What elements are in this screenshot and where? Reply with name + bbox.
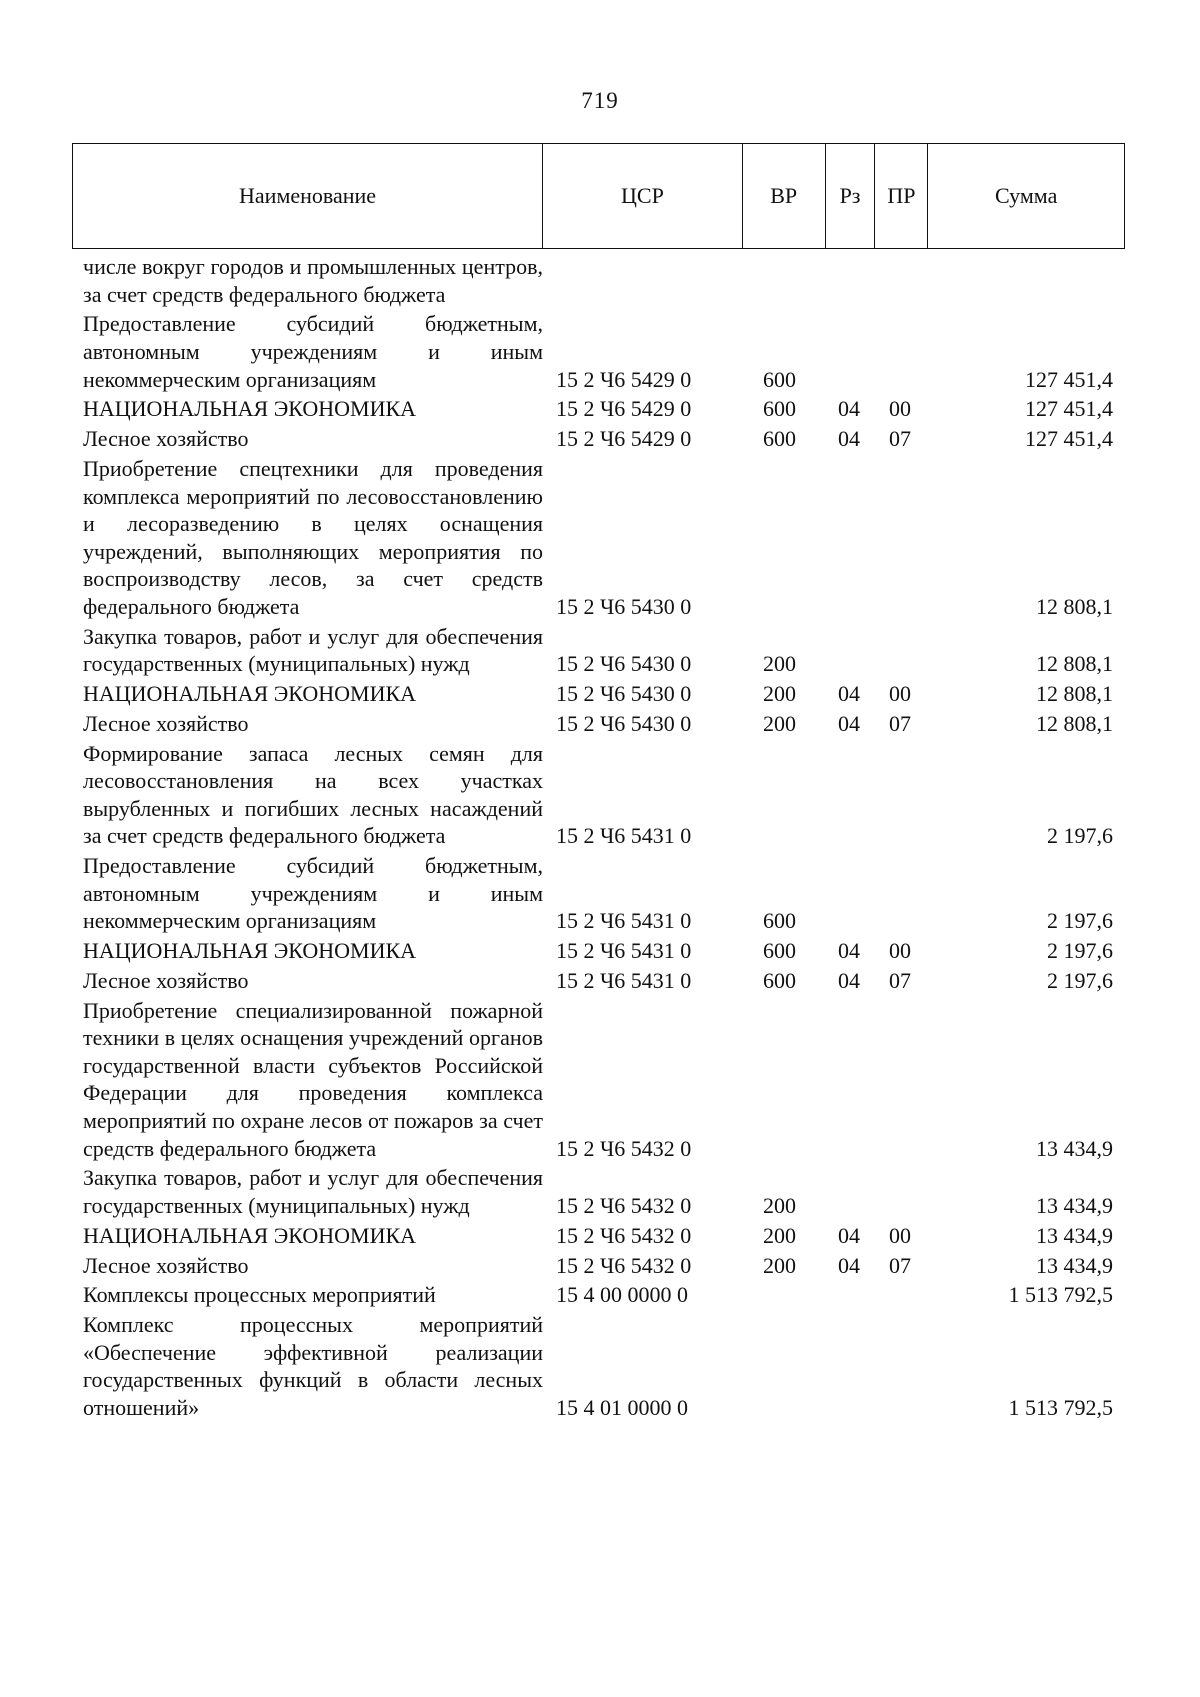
- cell-name: НАЦИОНАЛЬНАЯ ЭКОНОМИКА: [83, 681, 417, 707]
- cell-name: Лесное хозяйство: [83, 1252, 249, 1278]
- cell-pr: 00: [889, 1222, 911, 1248]
- cell-csr: 15 2 Ч6 5431 0: [556, 908, 692, 934]
- cell-sum: 12 808,1: [1036, 710, 1113, 736]
- cell-vr: 600: [763, 908, 796, 934]
- header-sum: Сумма: [995, 183, 1058, 208]
- table-row: [72, 310, 1125, 393]
- cell-rz: 04: [838, 710, 860, 736]
- cell-csr: 15 2 Ч6 5432 0: [556, 1193, 692, 1219]
- cell-csr: 15 4 00 0000 0: [556, 1282, 688, 1308]
- cell-name: Лесное хозяйство: [83, 426, 249, 452]
- cell-name: числе вокруг городов и промышленных центров, за счет средств федерального бюджета: [83, 254, 543, 307]
- cell-name: Закупка товаров, работ и услуг для обеспечения государственных (муниципальных) нужд: [83, 623, 543, 677]
- table-row: [72, 967, 1125, 995]
- cell-sum: 1 513 792,5: [1008, 1282, 1113, 1308]
- table-row: [72, 455, 1125, 621]
- cell-rz: 04: [838, 681, 860, 707]
- cell-name: Формирование запаса лесных семян для лесовосстановления на всех участках вырубленных и погибших лесных насаждений за счет средств федерального бюджета: [83, 740, 543, 849]
- cell-rz: 04: [838, 1222, 860, 1248]
- cell-name: НАЦИОНАЛЬНАЯ ЭКОНОМИКА: [83, 938, 417, 964]
- cell-csr: 15 2 Ч6 5430 0: [556, 651, 692, 677]
- cell-vr: 600: [763, 426, 796, 452]
- cell-pr: 07: [889, 426, 911, 452]
- table-row: [72, 710, 1125, 738]
- cell-name: Предоставление субсидий бюджетным, автономным учреждениям и иным некоммерческим организациям: [83, 311, 543, 392]
- cell-sum: 127 451,4: [1025, 426, 1113, 452]
- cell-sum: 127 451,4: [1025, 396, 1113, 422]
- cell-rz: 04: [838, 938, 860, 964]
- cell-name: Приобретение специализированной пожарной техники в целях оснащения учреждений органов государственной власти субъектов Российской Федерации для проведения комплекса мероприятий по охране лесов от пожаров за счет средств федерального бюджета: [83, 997, 543, 1161]
- cell-csr: 15 2 Ч6 5432 0: [556, 1222, 692, 1248]
- cell-vr: 200: [763, 1252, 796, 1278]
- table-row: [72, 997, 1125, 1163]
- table-row: [72, 1252, 1125, 1280]
- cell-sum: 2 197,6: [1047, 908, 1113, 934]
- cell-sum: 2 197,6: [1047, 823, 1113, 849]
- table-row: [72, 680, 1125, 708]
- table-row: [72, 852, 1125, 935]
- cell-vr: 200: [763, 681, 796, 707]
- table-row: [72, 740, 1125, 850]
- cell-csr: 15 2 Ч6 5429 0: [556, 366, 692, 392]
- table-body: [72, 253, 1125, 1424]
- table-row: [72, 253, 1125, 308]
- cell-csr: 15 2 Ч6 5432 0: [556, 1252, 692, 1278]
- header-csr: ЦСР: [543, 144, 743, 248]
- table-row: [72, 1311, 1125, 1421]
- cell-vr: 600: [763, 366, 796, 392]
- cell-sum: 12 808,1: [1036, 681, 1113, 707]
- cell-vr: 600: [763, 396, 796, 422]
- cell-csr: 15 2 Ч6 5431 0: [556, 967, 692, 993]
- cell-vr: 200: [763, 1193, 796, 1219]
- cell-name: Закупка товаров, работ и услуг для обеспечения государственных (муниципальных) нужд: [83, 1165, 543, 1219]
- cell-sum: 13 434,9: [1036, 1252, 1113, 1278]
- cell-rz: 04: [838, 1252, 860, 1278]
- cell-name: Лесное хозяйство: [83, 967, 249, 993]
- cell-csr: 15 2 Ч6 5429 0: [556, 426, 692, 452]
- cell-name: Приобретение спецтехники для проведения комплекса мероприятий по лесовосстановлению и лесоразведению в целях оснащения учреждений, выполняющих мероприятия по воспроизводству лесов, за счет средств федерального бюджета: [83, 455, 543, 619]
- cell-sum: 127 451,4: [1025, 366, 1113, 392]
- cell-sum: 13 434,9: [1036, 1222, 1113, 1248]
- table-header: [72, 143, 1125, 249]
- cell-vr: 200: [763, 710, 796, 736]
- cell-csr: 15 2 Ч6 5430 0: [556, 593, 692, 619]
- cell-pr: 00: [889, 396, 911, 422]
- table-row: [72, 395, 1125, 423]
- cell-csr: 15 2 Ч6 5429 0: [556, 396, 692, 422]
- cell-csr: 15 2 Ч6 5430 0: [556, 710, 692, 736]
- table-row: [72, 1164, 1125, 1219]
- cell-csr: 15 4 01 0000 0: [556, 1394, 688, 1420]
- table-row: [72, 1222, 1125, 1250]
- cell-sum: 12 808,1: [1036, 651, 1113, 677]
- cell-name: Лесное хозяйство: [83, 710, 249, 736]
- cell-sum: 2 197,6: [1047, 938, 1113, 964]
- cell-csr: 15 2 Ч6 5430 0: [556, 681, 692, 707]
- page-number: 719: [581, 88, 619, 113]
- cell-pr: 00: [889, 938, 911, 964]
- header-name: Наименование: [73, 144, 543, 248]
- table-row: [72, 1281, 1125, 1309]
- cell-sum: 12 808,1: [1036, 593, 1113, 619]
- header-vr: ВР: [743, 144, 826, 248]
- cell-pr: 07: [889, 967, 911, 993]
- cell-sum: 13 434,9: [1036, 1135, 1113, 1161]
- table-row: [72, 937, 1125, 965]
- cell-rz: 04: [838, 967, 860, 993]
- cell-name: Предоставление субсидий бюджетным, автономным учреждениям и иным некоммерческим организациям: [83, 853, 543, 934]
- cell-name: Комплексы процессных мероприятий: [83, 1282, 436, 1308]
- cell-name: Комплекс процессных мероприятий «Обеспечение эффективной реализации государственных функций в области лесных отношений»: [83, 1312, 543, 1420]
- cell-vr: 200: [763, 651, 796, 677]
- cell-sum: 13 434,9: [1036, 1193, 1113, 1219]
- cell-name: НАЦИОНАЛЬНАЯ ЭКОНОМИКА: [83, 396, 417, 422]
- header-rz: Рз: [826, 144, 876, 248]
- table-row: [72, 425, 1125, 453]
- cell-sum: 1 513 792,5: [1008, 1394, 1113, 1420]
- cell-sum: 2 197,6: [1047, 967, 1113, 993]
- cell-rz: 04: [838, 426, 860, 452]
- cell-csr: 15 2 Ч6 5431 0: [556, 823, 692, 849]
- cell-vr: 600: [763, 938, 796, 964]
- cell-pr: 07: [889, 1252, 911, 1278]
- cell-csr: 15 2 Ч6 5431 0: [556, 938, 692, 964]
- header-pr: ПР: [875, 144, 928, 248]
- cell-pr: 07: [889, 710, 911, 736]
- cell-csr: 15 2 Ч6 5432 0: [556, 1135, 692, 1161]
- table-row: [72, 623, 1125, 678]
- cell-name: НАЦИОНАЛЬНАЯ ЭКОНОМИКА: [83, 1222, 417, 1248]
- cell-pr: 00: [889, 681, 911, 707]
- cell-rz: 04: [838, 396, 860, 422]
- cell-vr: 200: [763, 1222, 796, 1248]
- cell-vr: 600: [763, 967, 796, 993]
